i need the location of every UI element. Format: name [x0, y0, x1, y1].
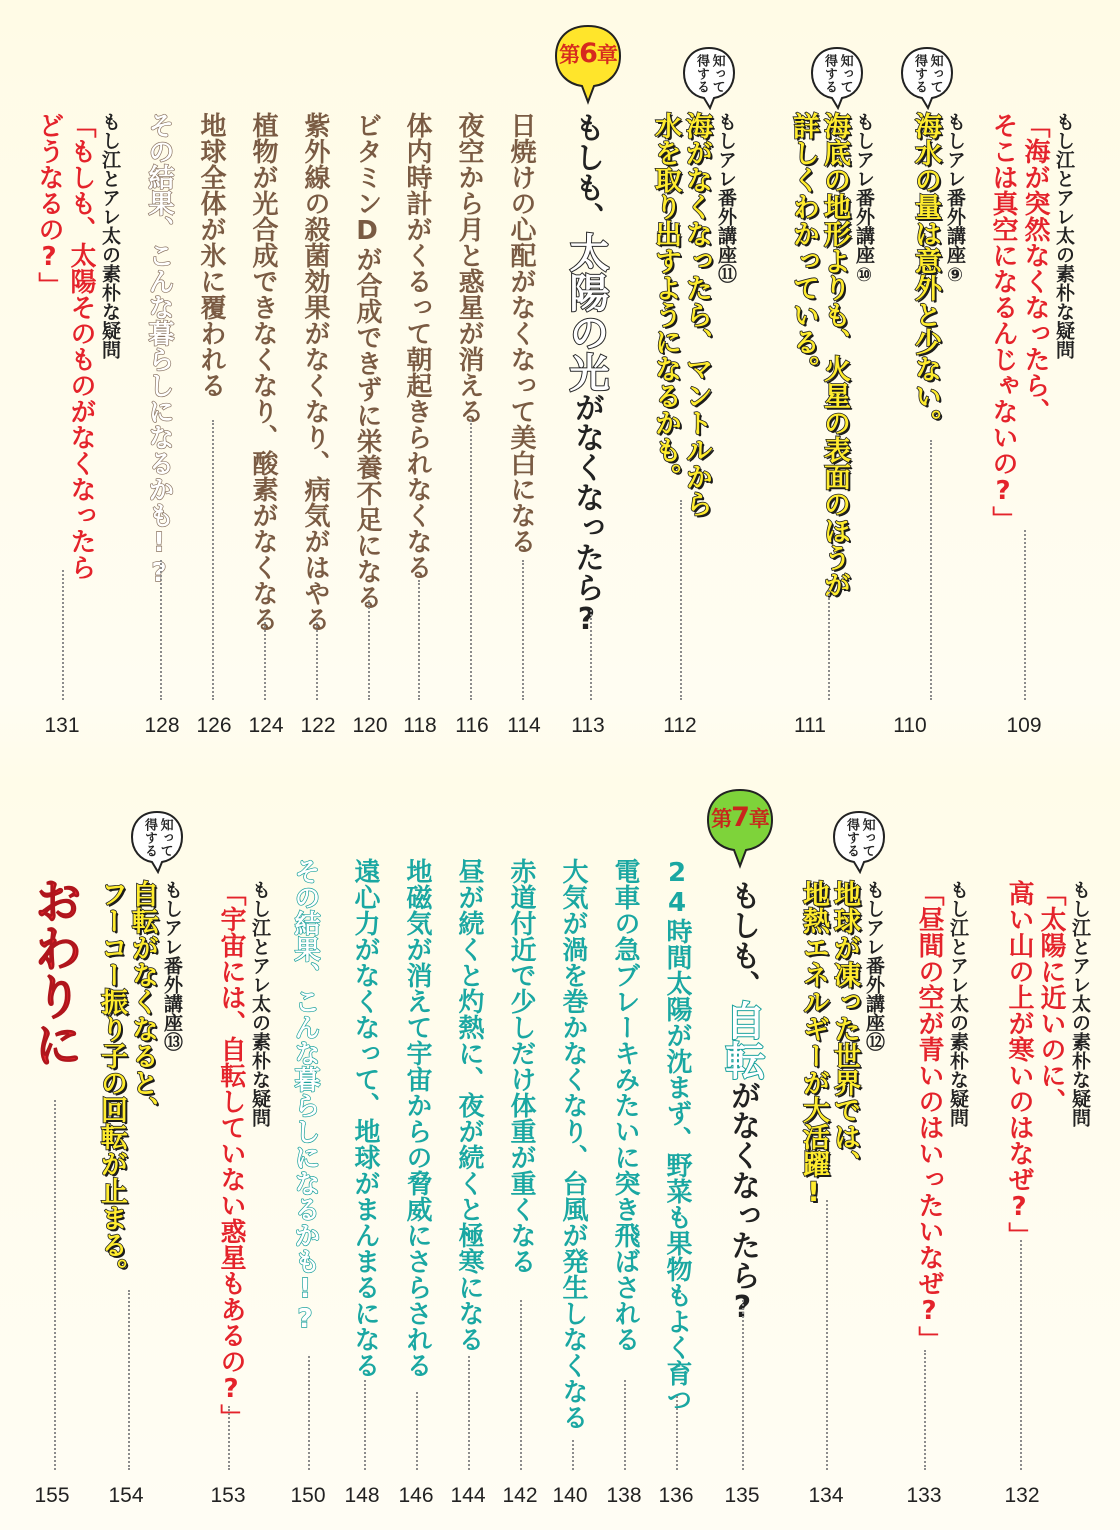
- entry-label: もし江とアレ太の素朴な疑問: [1069, 880, 1091, 1127]
- toc-entry-133[interactable]: [910, 880, 967, 1352]
- leader-dots: [590, 610, 592, 700]
- entry-title-line: どうなるの?」: [34, 112, 64, 298]
- chapter-6-badge: [550, 22, 626, 106]
- entry-label: もしアレ番外講座⑪: [715, 112, 737, 283]
- page-number[interactable]: 110: [893, 714, 927, 737]
- page-number[interactable]: 148: [344, 1484, 380, 1507]
- toc-entry-120[interactable]: [354, 112, 380, 610]
- bubble-text: 知って: [837, 53, 853, 93]
- page-number[interactable]: 116: [455, 714, 489, 737]
- entry-title: 紫外線の殺菌効果がなくなり、病気がはやる: [300, 112, 330, 632]
- entry-label: もしアレ番外講座⑨: [944, 112, 966, 286]
- page-number[interactable]: 112: [663, 714, 697, 737]
- bubble-text: 得する: [822, 53, 837, 93]
- bubble-text: 得する: [694, 53, 709, 93]
- page-number[interactable]: 150: [290, 1484, 326, 1507]
- leader-dots: [572, 1440, 574, 1470]
- toc-entry-116[interactable]: [456, 112, 482, 424]
- toc-entry-112[interactable]: [648, 112, 735, 517]
- toc-entry-118[interactable]: [404, 112, 430, 580]
- toc-entry-124[interactable]: [250, 112, 276, 632]
- entry-label: もし江とアレ太の素朴な疑問: [249, 880, 271, 1127]
- entry-label: もしアレ番外講座⑬: [161, 880, 183, 1051]
- entry-title-line: 海水の量は意外と少ない。: [910, 112, 941, 436]
- page-number[interactable]: 111: [794, 714, 826, 737]
- page-number[interactable]: 133: [906, 1484, 942, 1507]
- chapter-label: 章: [748, 807, 769, 831]
- leader-dots: [676, 1396, 678, 1470]
- chapter-7-badge: [702, 786, 778, 870]
- page-number[interactable]: 114: [507, 714, 541, 737]
- shitte-tokusuru-bubble: [680, 44, 738, 110]
- toc-entry-154[interactable]: [94, 880, 181, 1285]
- entry-label: もし江とアレ太の素朴な疑問: [947, 880, 969, 1127]
- leader-dots: [62, 570, 64, 700]
- shitte-tokusuru-bubble: [898, 44, 956, 110]
- leader-dots: [308, 1356, 310, 1470]
- chapter-7-title[interactable]: [719, 880, 765, 1325]
- bubble-text: 知って: [927, 53, 943, 93]
- page-number[interactable]: 134: [808, 1484, 844, 1507]
- entry-label: もしアレ番外講座⑩: [853, 112, 875, 286]
- entry-title-line: 自転がなくなると、: [127, 880, 158, 1123]
- toc-entry-153[interactable]: [212, 880, 269, 1430]
- leader-dots: [418, 580, 420, 700]
- page-number[interactable]: 122: [300, 714, 336, 737]
- chapter-label: 第: [559, 43, 580, 67]
- entry-title: 体内時計がくるって朝起きられなくなる: [402, 112, 432, 580]
- entry-title-line: 地熱エネルギーが大活躍!: [798, 880, 829, 1208]
- chapter-title-pre: もしも、: [725, 880, 760, 1000]
- toc-entry-131[interactable]: [30, 112, 119, 580]
- leader-dots: [316, 618, 318, 700]
- toc-entry-140[interactable]: [560, 858, 586, 1430]
- entry-title: 遠心力がなくなって、地球がまんまるになる: [350, 858, 380, 1378]
- leader-dots: [468, 1356, 470, 1470]
- toc-entry-110[interactable]: [908, 112, 964, 436]
- bubble-text: 知って: [859, 817, 875, 857]
- entry-title: 地球全体が氷に覆われる: [196, 112, 226, 398]
- page-number[interactable]: 113: [571, 714, 605, 737]
- leader-dots: [680, 500, 682, 700]
- page-number[interactable]: 131: [44, 714, 80, 737]
- leader-dots: [522, 560, 524, 700]
- leader-dots: [930, 440, 932, 700]
- toc-entry-144[interactable]: [456, 858, 482, 1352]
- entry-title-line: 詳しくわかっている。: [788, 112, 819, 382]
- toc-entry-109[interactable]: [984, 112, 1073, 532]
- chapter-title-key: 太陽の光: [563, 232, 609, 392]
- page-number[interactable]: 124: [248, 714, 284, 737]
- leader-dots: [470, 420, 472, 700]
- toc-entry-150[interactable]: [292, 858, 318, 1334]
- entry-label: もし江とアレ太の素朴な疑問: [1053, 112, 1075, 359]
- entry-title: その結果、こんな暮らしになるかも!?: [144, 112, 174, 588]
- chapter-label: 第: [711, 807, 732, 831]
- toc-entry-148[interactable]: [352, 858, 378, 1378]
- chapter-number: 7: [731, 802, 749, 833]
- leader-dots: [212, 420, 214, 700]
- bubble-text: 得する: [912, 53, 927, 93]
- entry-title-line: 水を取り出すようになるかも。: [650, 112, 681, 490]
- entry-title-line: フーコー振り子の回転が止まる。: [96, 880, 127, 1285]
- entry-title: 日焼けの心配がなくなって美白になる: [506, 112, 536, 554]
- shitte-tokusuru-bubble: [830, 808, 888, 874]
- page-number[interactable]: 140: [552, 1484, 588, 1507]
- leader-dots: [1020, 1240, 1022, 1470]
- entry-title: ビタミンDが合成できずに栄養不足になる: [352, 112, 382, 610]
- page-number[interactable]: 138: [606, 1484, 642, 1507]
- toc-entry-111[interactable]: [786, 112, 873, 598]
- chapter-title: [719, 880, 765, 1325]
- toc-entry-128[interactable]: [146, 112, 172, 588]
- entry-title: 昼が続くと灼熱に、夜が続くと極寒になる: [454, 858, 484, 1352]
- entry-title-line: そこは真空になるんじゃないの?」: [988, 112, 1018, 532]
- chapter-title-post: がなくなったら?: [569, 392, 604, 637]
- page-number[interactable]: 128: [144, 714, 180, 737]
- leader-dots: [160, 560, 162, 700]
- bubble-text: 知って: [157, 817, 173, 857]
- leader-dots: [364, 1380, 366, 1470]
- entry-title: 地磁気が消えて宇宙からの脅威にさらされる: [402, 858, 432, 1378]
- chapter-title-post: がなくなったら?: [725, 1080, 760, 1325]
- page-number[interactable]: 109: [1006, 714, 1042, 737]
- leader-dots: [228, 1406, 230, 1470]
- page-number[interactable]: 155: [34, 1484, 70, 1507]
- shitte-tokusuru-bubble: [808, 44, 866, 110]
- entry-title: 赤道付近で少しだけ体重が重くなる: [506, 858, 536, 1274]
- leader-dots: [128, 1290, 130, 1470]
- toc-entry-114[interactable]: [508, 112, 534, 554]
- toc-entry-136[interactable]: [664, 858, 690, 1412]
- toc-entry-138[interactable]: [612, 858, 638, 1352]
- leader-dots: [624, 1380, 626, 1470]
- page-number[interactable]: 142: [502, 1484, 538, 1507]
- toc-entry-142[interactable]: [508, 858, 534, 1274]
- page-number[interactable]: 132: [1004, 1484, 1040, 1507]
- entry-title-line: 「太陽に近いのに、: [1036, 880, 1066, 1114]
- entry-title: 大気が渦を巻かなくなり、台風が発生しなくなる: [558, 858, 588, 1430]
- chapter-title-key: 自転: [719, 1000, 765, 1080]
- entry-title-line: 地球が凍った世界では、: [829, 880, 860, 1177]
- page-number[interactable]: 136: [658, 1484, 694, 1507]
- bubble-text: 得する: [142, 817, 157, 857]
- leader-dots: [742, 1300, 744, 1470]
- entry-title: その結果、こんな暮らしになるかも!?: [290, 858, 320, 1334]
- chapter-number: 6: [579, 38, 597, 69]
- chapter-6-title[interactable]: [563, 112, 609, 637]
- entry-title-line: 「宇宙には、自転していない惑星もあるの?」: [216, 880, 246, 1430]
- entry-title-line: 高い山の上が寒いのはなぜ?」: [1004, 880, 1034, 1248]
- shitte-tokusuru-bubble: [128, 808, 186, 874]
- entry-title-line: 海底の地形よりも、火星の表面のほうが: [819, 112, 850, 598]
- entry-title: 植物が光合成できなくなり、酸素がなくなる: [248, 112, 278, 632]
- leader-dots: [828, 590, 830, 700]
- page-number[interactable]: 146: [398, 1484, 434, 1507]
- entry-label: もしアレ番外講座⑫: [863, 880, 885, 1051]
- leader-dots: [54, 1100, 56, 1470]
- afterword-title[interactable]: おわりに: [26, 876, 82, 1068]
- toc-entry-134[interactable]: [796, 880, 883, 1208]
- leader-dots: [416, 1392, 418, 1470]
- entry-title-line: 「海が突然なくなったら、: [1020, 112, 1050, 424]
- toc-entry-126[interactable]: [198, 112, 224, 398]
- page-number[interactable]: 118: [403, 714, 437, 737]
- bubble-text: 知って: [709, 53, 725, 93]
- bubble-text: 得する: [844, 817, 859, 857]
- page-number[interactable]: 135: [724, 1484, 760, 1507]
- page-number[interactable]: 154: [108, 1484, 144, 1507]
- page-number[interactable]: 126: [196, 714, 232, 737]
- chapter-label: 章: [596, 43, 617, 67]
- entry-label: もし江とアレ太の素朴な疑問: [99, 112, 121, 359]
- toc-entry-122[interactable]: [302, 112, 328, 632]
- leader-dots: [264, 618, 266, 700]
- leader-dots: [520, 1300, 522, 1470]
- entry-title-line: 「もしも、太陽そのものがなくなったら: [66, 112, 96, 580]
- leader-dots: [924, 1350, 926, 1470]
- page-number[interactable]: 120: [352, 714, 388, 737]
- leader-dots: [1024, 530, 1026, 700]
- entry-title-line: 「昼間の空が青いのはいったいなぜ?」: [914, 880, 944, 1352]
- entry-title: 24時間太陽が沈まず、野菜も果物もよく育つ: [662, 858, 692, 1412]
- entry-title: 夜空から月と惑星が消える: [454, 112, 484, 424]
- toc-entry-132[interactable]: [1000, 880, 1089, 1248]
- entry-title: 電車の急ブレーキみたいに突き飛ばされる: [610, 858, 640, 1352]
- leader-dots: [826, 1200, 828, 1470]
- toc-entry-146[interactable]: [404, 858, 430, 1378]
- page-number[interactable]: 153: [210, 1484, 246, 1507]
- leader-dots: [368, 600, 370, 700]
- page-number[interactable]: 144: [450, 1484, 486, 1507]
- entry-title-line: 海がなくなったら、マントルから: [681, 112, 712, 517]
- chapter-title-pre: もしも、: [569, 112, 604, 232]
- chapter-title: [563, 112, 609, 637]
